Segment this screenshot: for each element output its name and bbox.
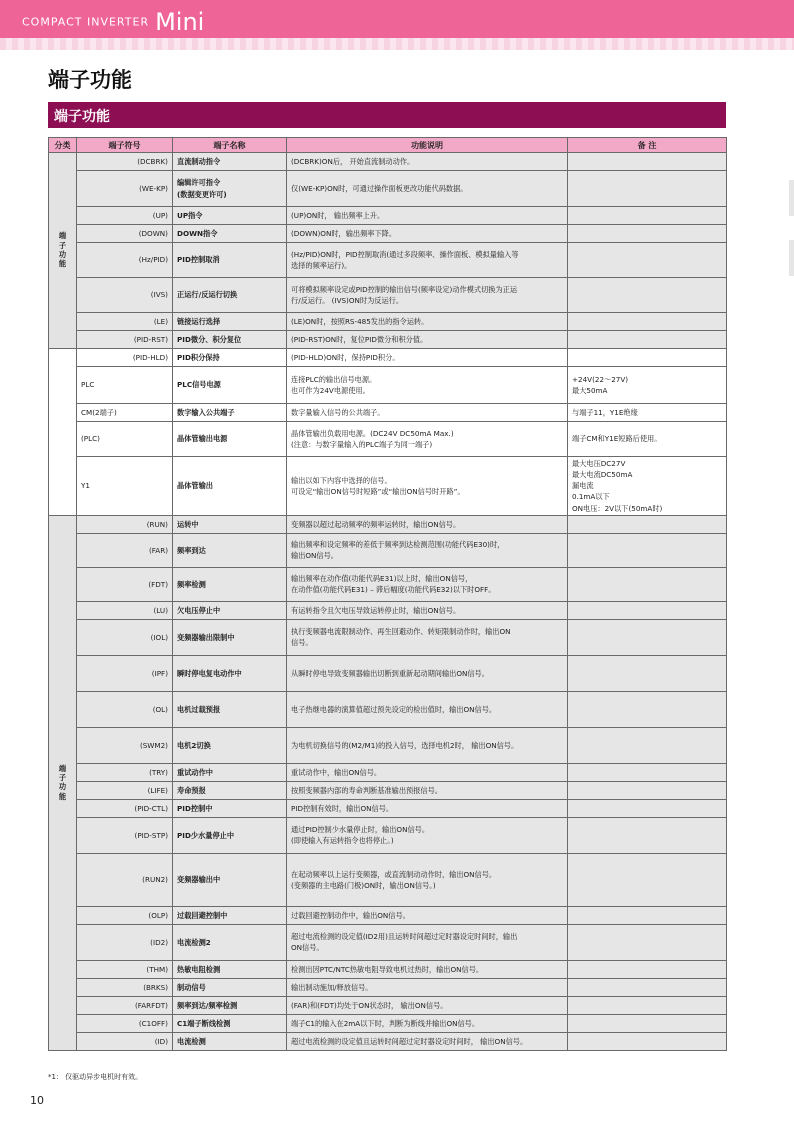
function-description: 电子热继电器的演算值超过预先设定的检出值时，输出ON信号。 — [287, 691, 568, 727]
table-row — [49, 349, 727, 367]
function-description: 执行变频器电流限制动作、再生回避动作、转矩限制动作时，输出ON 信号。 — [287, 619, 568, 655]
terminal-name: 链接运行选择 — [173, 313, 287, 331]
terminal-name: 变频器输出中 — [173, 853, 287, 906]
remark — [568, 349, 727, 367]
terminal-symbol: Y1 — [77, 457, 173, 516]
terminal-symbol: (DOWN) — [77, 225, 173, 243]
function-description: 仅(WE-KP)ON时，可通过操作面板更改功能代码数据。 — [287, 171, 568, 207]
terminal-symbol: (SWM2) — [77, 727, 173, 763]
terminal-name: 过载回避控制中 — [173, 906, 287, 924]
table-row — [49, 924, 727, 960]
brand-small-text: COMPACT INVERTER — [22, 15, 150, 29]
remark — [568, 533, 727, 567]
terminal-symbol: (THM) — [77, 960, 173, 978]
function-description: (DOWN)ON时，输出频率下降。 — [287, 225, 568, 243]
terminal-symbol: (IPF) — [77, 655, 173, 691]
function-description: 在起动频率以上运行变频器，或直流制动动作时，输出ON信号。 (变频器的主电路(门极)ON时，输出ON信号。) — [287, 853, 568, 906]
terminal-symbol: (PID-HLD) — [77, 349, 173, 367]
table-body — [49, 153, 727, 1051]
remark — [568, 763, 727, 781]
terminal-symbol: (PID-STP) — [77, 817, 173, 853]
header-category: 分类 — [49, 138, 77, 153]
remark — [568, 567, 727, 601]
terminal-symbol: (RUN2) — [77, 853, 173, 906]
remark — [568, 207, 727, 225]
function-description: 端子C1的输入在2mA以下时，判断为断线并输出ON信号。 — [287, 1014, 568, 1032]
remark — [568, 691, 727, 727]
table-row — [49, 567, 727, 601]
terminal-symbol: (C1OFF) — [77, 1014, 173, 1032]
table-row — [49, 422, 727, 457]
function-description: (Hz/PID)ON时，PID控制取消(通过多段频率、操作面板、模拟量输入等 选择的频率运行)。 — [287, 243, 568, 278]
terminal-symbol: (IVS) — [77, 278, 173, 313]
terminal-symbol: (LU) — [77, 601, 173, 619]
terminal-name: 寿命预报 — [173, 781, 287, 799]
table-row — [49, 906, 727, 924]
category-cell — [49, 515, 77, 1050]
remark — [568, 906, 727, 924]
terminal-name: 电机2切换 — [173, 727, 287, 763]
terminal-symbol: CM(2端子) — [77, 404, 173, 422]
remark — [568, 278, 727, 313]
table-row — [49, 207, 727, 225]
function-description: 有运转指令且欠电压导致运转停止时，输出ON信号。 — [287, 601, 568, 619]
function-description: 可将模拟频率设定或PID控制的输出信号(频率设定)动作模式切换为正运 行/反运行。 (IVS)ON时为反运行。 — [287, 278, 568, 313]
remark — [568, 1032, 727, 1050]
header-stripe — [0, 38, 794, 50]
table-row — [49, 313, 727, 331]
table-row — [49, 1032, 727, 1050]
header-desc: 功能说明 — [287, 138, 568, 153]
table-row — [49, 171, 727, 207]
terminal-name: 制动信号 — [173, 978, 287, 996]
terminal-symbol: PLC — [77, 367, 173, 404]
function-description: (PID-RST)ON时，复位PID微分和积分值。 — [287, 331, 568, 349]
terminal-symbol: (RUN) — [77, 515, 173, 533]
remark — [568, 515, 727, 533]
category-label: 端子功能 — [58, 763, 67, 801]
function-description: 晶体管输出负载用电源。(DC24V DC50mA Max.) (注意：与数字量输入的PLC端子为同一端子) — [287, 422, 568, 457]
page-title: 端子功能 — [48, 68, 132, 92]
terminal-name: PID控制取消 — [173, 243, 287, 278]
function-description: 变频器以超过起动频率的频率运转时，输出ON信号。 — [287, 515, 568, 533]
terminal-symbol: (IOL) — [77, 619, 173, 655]
table-row — [49, 853, 727, 906]
terminal-name: PLC信号电源 — [173, 367, 287, 404]
table-row — [49, 153, 727, 171]
function-description: 按照变频器内部的寿命判断基准输出预报信号。 — [287, 781, 568, 799]
remark — [568, 727, 727, 763]
terminal-symbol: (PID-CTL) — [77, 799, 173, 817]
function-description: 输出频率在动作值(功能代码E31)以上时，输出ON信号， 在动作值(功能代码E31) – 滞后幅度(功能代码E32)以下时OFF。 — [287, 567, 568, 601]
function-description: (FAR)和(FDT)均处于ON状态时， 输出ON信号。 — [287, 996, 568, 1014]
table-row — [49, 601, 727, 619]
table-row — [49, 225, 727, 243]
remark — [568, 655, 727, 691]
remark — [568, 601, 727, 619]
table-row — [49, 691, 727, 727]
terminal-name: 欠电压停止中 — [173, 601, 287, 619]
terminal-symbol: (FDT) — [77, 567, 173, 601]
terminal-name: 频率检测 — [173, 567, 287, 601]
function-description: 输出频率和设定频率的差低于频率到达检测范围(功能代码E30)时， 输出ON信号。 — [287, 533, 568, 567]
terminal-name: 频率到达/频率检测 — [173, 996, 287, 1014]
table-row — [49, 763, 727, 781]
footnote: *1： 仅驱动异步电机时有效。 — [48, 1073, 143, 1081]
remark — [568, 619, 727, 655]
remark: 端子CM和Y1E短路后使用。 — [568, 422, 727, 457]
terminal-name: 晶体管输出 — [173, 457, 287, 516]
terminal-name: 瞬时停电复电动作中 — [173, 655, 287, 691]
terminal-symbol: (UP) — [77, 207, 173, 225]
terminal-symbol: (OL) — [77, 691, 173, 727]
table-row — [49, 278, 727, 313]
remark: 最大电压DC27V 最大电流DC50mA 漏电流 0.1mA以下 ON电压：2V以下(50mA时) — [568, 457, 727, 516]
category-label: 端子功能 — [58, 231, 67, 269]
page-edge-mark — [789, 180, 794, 216]
terminal-name: 变频器输出限制中 — [173, 619, 287, 655]
function-description: 为电机切换信号的(M2/M1)的投入信号，选择电机2时， 输出ON信号。 — [287, 727, 568, 763]
terminal-name: PID积分保持 — [173, 349, 287, 367]
table-row — [49, 799, 727, 817]
terminal-name: PID微分、积分复位 — [173, 331, 287, 349]
table-row — [49, 533, 727, 567]
terminal-symbol: (ID2) — [77, 924, 173, 960]
function-description: 重试动作中，输出ON信号。 — [287, 763, 568, 781]
header-symbol: 端子符号 — [77, 138, 173, 153]
category-cell — [49, 153, 77, 349]
remark — [568, 799, 727, 817]
remark — [568, 243, 727, 278]
remark: 与端子11，Y1E绝缘 — [568, 404, 727, 422]
function-description: 数字量输入信号的公共端子。 — [287, 404, 568, 422]
section-title: 端子功能 — [54, 109, 110, 125]
terminal-name: 热敏电阻检测 — [173, 960, 287, 978]
terminal-symbol: (TRY) — [77, 763, 173, 781]
terminal-symbol: (ID) — [77, 1032, 173, 1050]
function-description: 检测出因PTC/NTC热敏电阻导致电机过热时，输出ON信号。 — [287, 960, 568, 978]
remark — [568, 225, 727, 243]
terminal-symbol: (Hz/PID) — [77, 243, 173, 278]
table-row — [49, 655, 727, 691]
remark — [568, 978, 727, 996]
remark — [568, 781, 727, 799]
terminal-name: PID少水量停止中 — [173, 817, 287, 853]
brand-big-text: Mini — [155, 8, 205, 36]
terminal-name: DOWN指令 — [173, 225, 287, 243]
terminal-name: 运转中 — [173, 515, 287, 533]
function-description: 连接PLC的输出信号电源。 也可作为24V电源使用。 — [287, 367, 568, 404]
terminal-symbol: (OLP) — [77, 906, 173, 924]
table-row — [49, 243, 727, 278]
table-row — [49, 978, 727, 996]
function-description: 超过电流检测的设定值且运转时间超过定时器设定时间时， 输出ON信号。 — [287, 1032, 568, 1050]
function-description: (DCBRK)ON后， 开始直流制动动作。 — [287, 153, 568, 171]
category-cell — [49, 349, 77, 516]
terminal-symbol: (FAR) — [77, 533, 173, 567]
function-description: 输出以如下内容中选择的信号。 可设定“输出ON信号时短路”或“输出ON信号时开路”。 — [287, 457, 568, 516]
terminal-symbol: (DCBRK) — [77, 153, 173, 171]
table-row — [49, 515, 727, 533]
terminal-symbol: (LIFE) — [77, 781, 173, 799]
table-row — [49, 1014, 727, 1032]
table-row — [49, 404, 727, 422]
terminal-name: 晶体管输出电源 — [173, 422, 287, 457]
function-description: PID控制有效时，输出ON信号。 — [287, 799, 568, 817]
remark — [568, 331, 727, 349]
header-note: 备 注 — [568, 138, 727, 153]
table-row — [49, 781, 727, 799]
terminal-name: 直流制动指令 — [173, 153, 287, 171]
table-row — [49, 817, 727, 853]
table-row — [49, 960, 727, 978]
terminal-name: 电流检测2 — [173, 924, 287, 960]
table-row — [49, 996, 727, 1014]
function-description: (LE)ON时，按照RS-485发出的指令运转。 — [287, 313, 568, 331]
function-description: (PID-HLD)ON时，保持PID积分。 — [287, 349, 568, 367]
function-description: 过载回避控制动作中，输出ON信号。 — [287, 906, 568, 924]
terminal-symbol: (PID-RST) — [77, 331, 173, 349]
terminal-name: 编辑许可指令 (数据变更许可) — [173, 171, 287, 207]
terminal-name: 正运行/反运行切换 — [173, 278, 287, 313]
page-edge-mark — [789, 240, 794, 276]
table-row — [49, 367, 727, 404]
terminal-name: 重试动作中 — [173, 763, 287, 781]
terminal-function-table — [48, 137, 727, 1051]
terminal-symbol: (BRKS) — [77, 978, 173, 996]
terminal-symbol: (FARFDT) — [77, 996, 173, 1014]
terminal-symbol: (LE) — [77, 313, 173, 331]
function-description: 通过PID控制少水量停止时，输出ON信号。 (即使输入有运转指令也将停止。) — [287, 817, 568, 853]
terminal-name: C1端子断线检测 — [173, 1014, 287, 1032]
section-bar — [48, 102, 726, 128]
function-description: (UP)ON时， 输出频率上升。 — [287, 207, 568, 225]
header-name: 端子名称 — [173, 138, 287, 153]
terminal-name: PID控制中 — [173, 799, 287, 817]
terminal-name: 电流检测 — [173, 1032, 287, 1050]
terminal-symbol: (WE-KP) — [77, 171, 173, 207]
remark — [568, 853, 727, 906]
terminal-name: 频率到达 — [173, 533, 287, 567]
table-row — [49, 331, 727, 349]
remark — [568, 313, 727, 331]
remark — [568, 1014, 727, 1032]
terminal-name: UP指令 — [173, 207, 287, 225]
brand-logo — [22, 8, 204, 36]
remark — [568, 996, 727, 1014]
terminal-name: 数字输入公共端子 — [173, 404, 287, 422]
terminal-name: 电机过载预报 — [173, 691, 287, 727]
terminal-symbol: (PLC) — [77, 422, 173, 457]
remark: +24V(22～27V) 最大50mA — [568, 367, 727, 404]
remark — [568, 817, 727, 853]
table-row — [49, 727, 727, 763]
remark — [568, 960, 727, 978]
remark — [568, 171, 727, 207]
table-row — [49, 457, 727, 516]
function-description: 输出制动施加/释放信号。 — [287, 978, 568, 996]
page-number: 10 — [30, 1094, 44, 1107]
function-description: 超过电流检测的设定值(ID2用)且运转时间超过定时器设定时间时，输出 ON信号。 — [287, 924, 568, 960]
remark — [568, 153, 727, 171]
table-row — [49, 619, 727, 655]
function-description: 从瞬时停电导致变频器输出切断到重新起动期间输出ON信号。 — [287, 655, 568, 691]
remark — [568, 924, 727, 960]
